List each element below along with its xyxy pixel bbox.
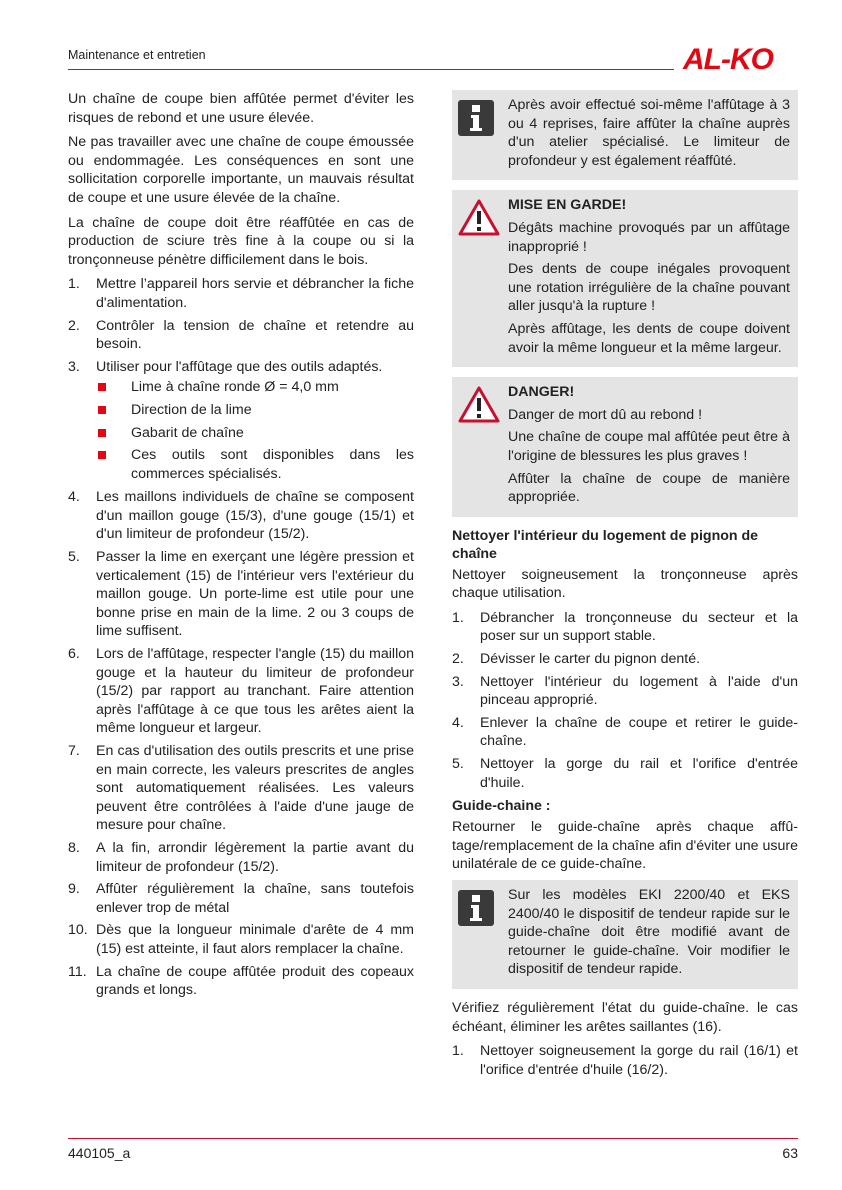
bullet-text: Ces outils sont disponibles dans les commerces spécialisés. (131, 447, 414, 482)
info-icon (458, 100, 494, 136)
caution-text: Après affûtage, les dents de coupe doivent avoir la même longueur et la même largeur. (508, 320, 790, 356)
list-item (68, 645, 414, 738)
danger-text: Danger de mort dû au rebond ! (508, 406, 703, 423)
list-item (452, 755, 798, 792)
list-item (68, 317, 414, 354)
step-number: 1. (452, 609, 464, 626)
step-number: 2. (68, 317, 80, 334)
list-item (96, 378, 414, 397)
caution-box (452, 190, 798, 367)
step-text: Dévisser le carter du pignon denté. (480, 651, 701, 668)
list-item (452, 609, 798, 646)
step-number: 7. (68, 743, 80, 759)
right-column (452, 90, 798, 1084)
bullet-text: Direction de la lime (131, 401, 252, 418)
step-text: Nettoyer la gorge du rail et l'orifice d'entrée d'huile. (480, 756, 798, 791)
step-number: 1. (452, 1043, 464, 1060)
step-number: 11. (68, 963, 87, 980)
list-item (96, 446, 414, 483)
header-rule (68, 69, 674, 70)
step-number: 8. (68, 839, 80, 856)
step-number: 5. (68, 549, 80, 566)
step-text: Mettre l’appareil hors servie et débrancher la fiche d'alimentation. (96, 276, 414, 311)
paragraph: Vérifiez régulièrement l'état du guide-chaîne. le cas échéant, éliminer les arêtes saillantes (16). (452, 999, 798, 1035)
list-item (452, 1042, 798, 1079)
bullet-text: Gabarit de chaîne (131, 424, 244, 441)
danger-box (452, 377, 798, 517)
page-number: 63 (782, 1145, 798, 1161)
left-column (68, 90, 414, 1005)
info-text: Sur les modèles EKI 2200/40 et EKS 2400/40 le dispositif de tendeur rapide sur le guide-chaîne doit être modifié avant de retourner le guide-chaîne. Voir modifier le dispositif de tendeur rapide. (508, 887, 790, 978)
alko-logo: AL-KO (683, 43, 773, 76)
step-text: Affûter régulièrement la chaîne, sans toutefois enlever trop de métal (96, 881, 414, 916)
step-number: 1. (68, 276, 80, 293)
step-text: Les maillons individuels de chaîne se composent d'un maillon gouge (15/3), d'une gouge (15/1) et d'un limiteur de profondeur (15/2). (96, 489, 414, 543)
sharpening-steps-continued (68, 488, 414, 999)
step-number: 4. (452, 714, 464, 731)
sharpening-steps (68, 275, 414, 483)
bullet-square-icon (98, 451, 106, 459)
bullet-square-icon (98, 406, 106, 414)
list-item (68, 921, 414, 958)
bullet-text: Lime à chaîne ronde Ø = 4,0 mm (131, 379, 339, 396)
paragraph: Nettoyer soigneusement la tronçonneuse après chaque utilisation. (452, 566, 798, 602)
step-text: La chaîne de coupe affûtée produit des copeaux grands et longs. (96, 963, 414, 999)
list-item (68, 358, 414, 484)
step-text: Lors de l'affûtage, respecter l'angle (15) du maillon gouge et la hauteur du limiteur de profondeur (15/2) par rapport au tranchant. Faire attention après l'affûtage à ce que tous les arêtes aient la même longueur et largeur. (96, 646, 414, 737)
caution-text: Dégâts machine provoqués par un affûtage inapproprié ! (508, 219, 790, 255)
step-text: Enlever la chaîne de coupe et retirer le guide-chaîne. (480, 714, 798, 750)
list-item (68, 742, 414, 835)
list-item (452, 650, 798, 669)
bullet-square-icon (98, 383, 106, 391)
check-steps (452, 1042, 798, 1079)
list-item (68, 839, 414, 876)
step-number: 10. (68, 922, 88, 939)
page-header (68, 43, 798, 76)
paragraph: Retourner le guide-chaîne après chaque affûtage/remplacement de la chaîne afin d'éviter une usure unilatérale de ce guide-chaîne. (452, 819, 798, 873)
list-item (68, 548, 414, 641)
list-item (96, 424, 414, 443)
warning-triangle-icon (458, 385, 500, 423)
list-item (452, 714, 798, 751)
list-item (68, 880, 414, 917)
list-item (68, 963, 414, 1000)
step-number: 3. (68, 358, 80, 375)
list-item (96, 401, 414, 420)
step-number: 9. (68, 881, 80, 898)
caution-text: Des dents de coupe inégales provoquent une rotation irrégulière de la chaîne pouvant aller jusqu'à la rupture ! (508, 261, 790, 315)
intro-paragraph: Ne pas travailler avec une chaîne de coupe émoussée ou endommagée. Les conséquences en sont une sollicitation corporelle importante, un mauvais résultat de coupe et une usure élevée de la chaîne. (68, 134, 414, 206)
step-number: 6. (68, 646, 80, 663)
step-text: Nettoyer soigneusement la gorge du rail (16/1) et l'orifice d'entrée d'huile (16/2). (480, 1043, 798, 1078)
cleaning-steps (452, 609, 798, 792)
section-heading: Nettoyer l'intérieur du logement de pignon de chaîne (452, 527, 759, 562)
warning-triangle-icon (458, 198, 500, 236)
danger-text: Affûter la chaîne de coupe de manière appropriée. (508, 470, 790, 506)
footer-rule (68, 1138, 798, 1139)
header-title: Maintenance et entretien (68, 48, 206, 62)
caution-title: MISE EN GARDE! (508, 197, 627, 214)
info-box (452, 90, 798, 180)
step-number: 3. (452, 673, 464, 690)
list-item (68, 275, 414, 312)
step-text: En cas d'utilisation des outils prescrits et une prise en main correcte, les valeurs prescrites de angles sont automatiquement réalisées. Les valeurs peuvent être contrôlées à l'aide d'une jauge de mesure pour chaîne. (96, 743, 414, 834)
danger-text: Une chaîne de coupe mal affûtée peut être à l'origine de blessures les plus graves ! (508, 429, 790, 464)
step-number: 5. (452, 756, 464, 773)
info-icon (458, 890, 494, 926)
info-text: Après avoir effectué soi-même l'affûtage à 3 ou 4 reprises, faire affûter la chaîne auprès d'un atelier spécialisé. Le limiteur de profondeur y est également réaffûté. (508, 97, 790, 169)
document-id: 440105_a (68, 1145, 131, 1161)
step-text: Nettoyer l'intérieur du logement à l'aide d'un pinceau approprié. (480, 673, 798, 709)
info-box (452, 880, 798, 989)
intro-paragraph: Un chaîne de coupe bien affûtée permet d'éviter les risques de rebond et une usure élevée. (68, 91, 414, 126)
step-text: Contrôler la tension de chaîne et retendre au besoin. (96, 317, 414, 353)
step-number: 4. (68, 489, 80, 506)
list-item (452, 673, 798, 710)
step-text: Passer la lime en exerçant une légère pression et verticalement (15) de l'intérieur vers l'extérieur du maillon gouge. Un porte-lime est utile pour une bonne prise en main de la lime. 2 ou 3 coups de lime suffisent. (96, 549, 414, 640)
danger-title: DANGER! (508, 384, 575, 401)
step-text: Dès que la longueur minimale d'arête de 4 mm (15) est atteinte, il faut alors remplacer la chaîne. (96, 922, 414, 957)
tool-list (96, 378, 414, 483)
list-item (68, 488, 414, 544)
step-text: Utiliser pour l'affûtage que des outils adaptés. (96, 358, 383, 375)
step-number: 2. (452, 651, 464, 668)
step-text: Débrancher la tronçonneuse du secteur et la poser sur un support stable. (480, 609, 798, 645)
section-heading: Guide-chaine : (452, 798, 551, 815)
step-text: A la fin, arrondir légèrement la partie avant du limiteur de profondeur (15/2). (96, 839, 414, 875)
bullet-square-icon (98, 429, 106, 437)
intro-paragraph: La chaîne de coupe doit être réaffûtée en cas de production de sciure très fine à la coupe ou si la tronçonneuse pénètre difficilement dans le bois. (68, 214, 414, 268)
